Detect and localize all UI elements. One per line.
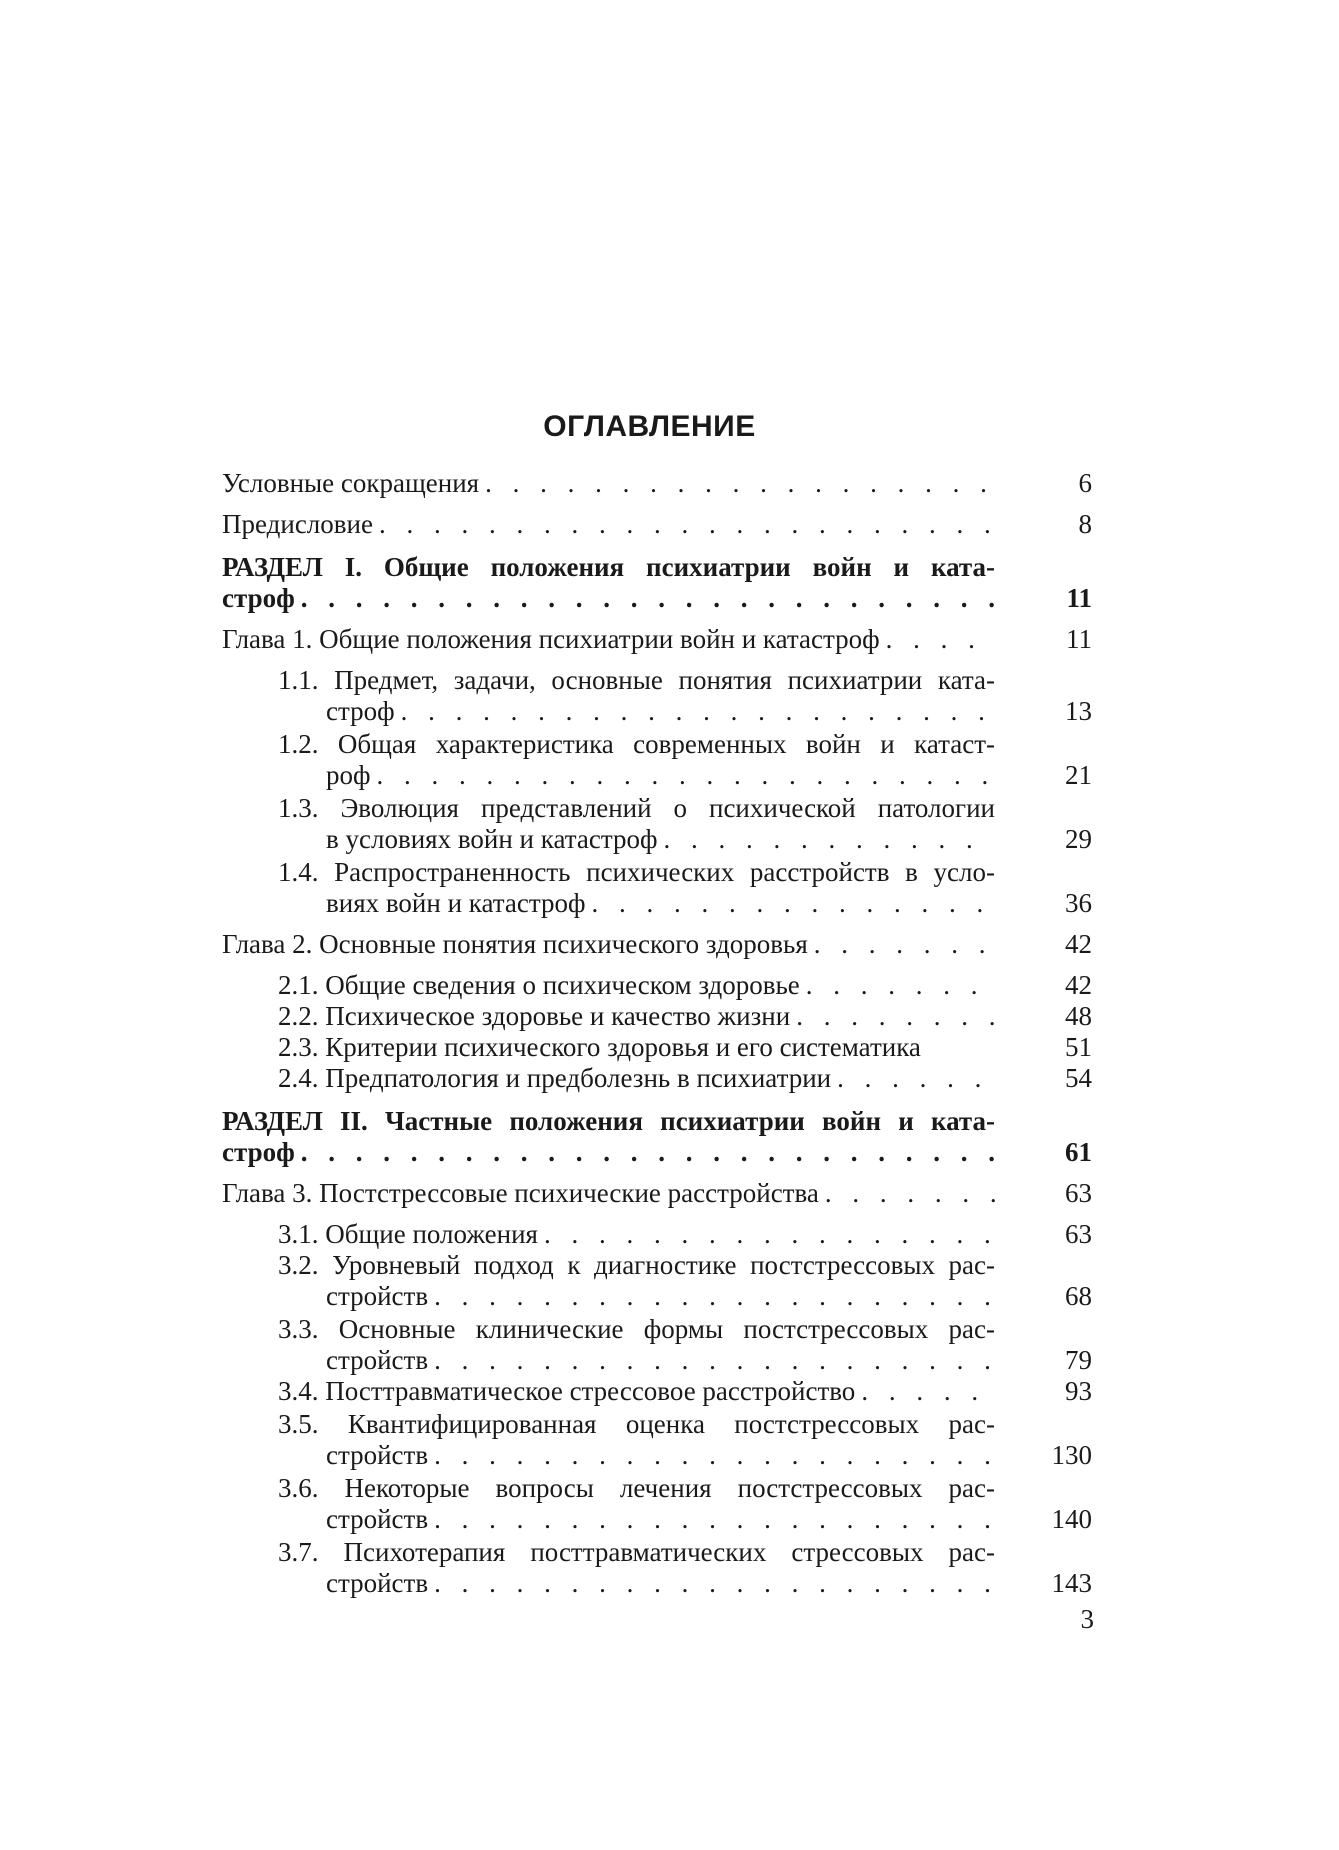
toc-page-number: 63: [1065, 1178, 1092, 1208]
dot-leader: [428, 1504, 995, 1535]
toc-entry-text: Глава 2. Основные понятия психического здоровья: [222, 929, 808, 959]
toc-subsection-entry: [222, 1473, 1092, 1535]
toc-entry-text: 3.1. Общие положения: [278, 1219, 538, 1249]
toc-entry-text: 2.3. Критерии психического здоровья и его систематика: [278, 1032, 921, 1062]
toc-entry-text-continued: стройств: [326, 1345, 429, 1375]
toc-entry-text-continued: строф: [222, 1137, 295, 1167]
toc-entry-text: 2.4. Предпатология и предболезнь в психиатрии: [278, 1063, 832, 1093]
toc-section-entry: [222, 1106, 1092, 1168]
toc-subsection-entry: [222, 970, 1092, 1001]
dot-leader: [428, 1568, 995, 1599]
toc-page-number: 61: [1065, 1137, 1092, 1167]
dot-leader: [808, 929, 995, 960]
toc-subsection-entry: [222, 857, 1092, 919]
toc-subsection-entry: [222, 1537, 1092, 1599]
toc-entry-text-continued: стройств: [326, 1440, 429, 1470]
dot-leader: [373, 509, 995, 540]
toc-entry: [222, 468, 1092, 499]
toc-entry-text: 1.1. Предмет, задачи, основные понятия психиатрии ката-: [278, 665, 995, 695]
toc-page-number: 79: [1065, 1345, 1092, 1375]
toc-entry-text: 3.2. Уровневый подход к диагностике постстрессовых рас-: [278, 1250, 995, 1280]
toc-entry-text-continued: роф: [326, 760, 371, 790]
toc-entry-text: Условные сокращения: [222, 468, 480, 498]
dot-leader: [880, 624, 995, 655]
toc-page-number: 13: [1065, 696, 1092, 726]
toc-page-number: 11: [1066, 624, 1092, 654]
toc-page-number: 6: [1078, 468, 1092, 498]
toc-page-number: 140: [1051, 1504, 1092, 1534]
toc-entry-text-continued: виях войн и катастроф: [326, 888, 586, 918]
toc-page-number: 29: [1065, 824, 1092, 854]
toc-entry-text: РАЗДЕЛ II. Частные положения психиатрии войн и ката-: [222, 1106, 995, 1136]
toc-page-number: 54: [1065, 1063, 1092, 1093]
toc-entry-text-continued: стройств: [326, 1504, 429, 1534]
toc-entry-text: 3.7. Психотерапия посттравматических стрессовых рас-: [278, 1537, 995, 1567]
toc-page-number: 68: [1065, 1281, 1092, 1311]
dot-leader: [395, 696, 995, 727]
toc-page-number: 48: [1065, 1001, 1092, 1031]
toc-subsection-entry: [222, 1032, 1092, 1063]
toc-entry-text: 3.5. Квантифицированная оценка постстрессовых рас-: [278, 1409, 995, 1439]
table-of-contents: [222, 468, 1092, 1599]
toc-subsection-entry: [222, 1376, 1092, 1407]
dot-leader: [831, 1063, 995, 1094]
toc-subsection-entry: [222, 1250, 1092, 1312]
toc-entry-text: 1.4. Распространенность психических расстройств в усло-: [278, 857, 995, 887]
toc-section-entry: [222, 552, 1092, 614]
page-title: ОГЛАВЛЕНИЕ: [543, 410, 756, 443]
toc-chapter-entry: [222, 624, 1092, 655]
dot-leader: [479, 468, 995, 499]
toc-entry-text: РАЗДЕЛ I. Общие положения психиатрии войн и ката-: [222, 552, 995, 582]
toc-entry-text-continued: строф: [326, 696, 395, 726]
dot-leader: [371, 760, 996, 791]
toc-page-number: 63: [1065, 1219, 1092, 1249]
toc-page-number: 51: [1065, 1032, 1092, 1062]
toc-entry-text: 2.2. Психическое здоровье и качество жизни: [278, 1001, 791, 1031]
toc-entry-text: Глава 3. Постстрессовые психические расстройства: [222, 1178, 819, 1208]
toc-page-number: 42: [1065, 970, 1092, 1000]
toc-subsection-entry: [222, 1219, 1092, 1250]
toc-page-number: 21: [1065, 760, 1092, 790]
toc-entry-text-continued: строф: [222, 583, 295, 613]
dot-leader: [657, 824, 995, 855]
toc-page-number: 130: [1051, 1440, 1092, 1470]
toc-subsection-entry: [222, 1409, 1092, 1471]
toc-subsection-entry: [222, 1063, 1092, 1094]
toc-subsection-entry: [222, 729, 1092, 791]
toc-chapter-entry: [222, 1178, 1092, 1209]
toc-subsection-entry: [222, 1001, 1092, 1032]
page-number: 3: [1080, 1604, 1094, 1634]
toc-page-number: 93: [1065, 1376, 1092, 1406]
dot-leader: [428, 1281, 995, 1312]
toc-page-number: 36: [1065, 888, 1092, 918]
dot-leader: [538, 1219, 995, 1250]
toc-subsection-entry: [222, 665, 1092, 727]
toc-page-number: 42: [1065, 929, 1092, 959]
toc-entry-text-continued: стройств: [326, 1568, 429, 1598]
toc-page-number: 8: [1078, 509, 1092, 539]
dot-leader: [800, 970, 995, 1001]
dot-leader: [428, 1345, 995, 1376]
toc-subsection-entry: [222, 1314, 1092, 1376]
toc-entry-text: Глава 1. Общие положения психиатрии войн и катастроф: [222, 624, 880, 654]
toc-entry-text-continued: в условиях войн и катастроф: [326, 824, 658, 854]
toc-entry-text: 3.4. Посттравматическое стрессовое расстройство: [278, 1376, 856, 1406]
dot-leader: [790, 1001, 995, 1032]
dot-leader: [428, 1440, 995, 1471]
toc-entry-text: 2.1. Общие сведения о психическом здоровье: [278, 970, 800, 1000]
toc-page-number: 11: [1066, 583, 1092, 613]
toc-subsection-entry: [222, 793, 1092, 855]
toc-chapter-entry: [222, 929, 1092, 960]
dot-leader: [855, 1376, 995, 1407]
toc-entry-text-continued: стройств: [326, 1281, 429, 1311]
toc-entry-text: 1.2. Общая характеристика современных войн и катаст-: [278, 729, 995, 759]
toc-entry: [222, 509, 1092, 540]
toc-entry-text: 3.3. Основные клинические формы постстрессовых рас-: [278, 1314, 995, 1344]
dot-leader: [819, 1178, 995, 1209]
toc-entry-text: 1.3. Эволюция представлений о психической патологии: [278, 793, 995, 823]
dot-leader: [295, 1137, 995, 1168]
dot-leader: [586, 888, 996, 919]
dot-leader: [295, 583, 995, 614]
toc-page-number: 143: [1051, 1568, 1092, 1598]
toc-entry-text: 3.6. Некоторые вопросы лечения постстрессовых рас-: [278, 1473, 995, 1503]
toc-entry-text: Предисловие: [222, 509, 373, 539]
